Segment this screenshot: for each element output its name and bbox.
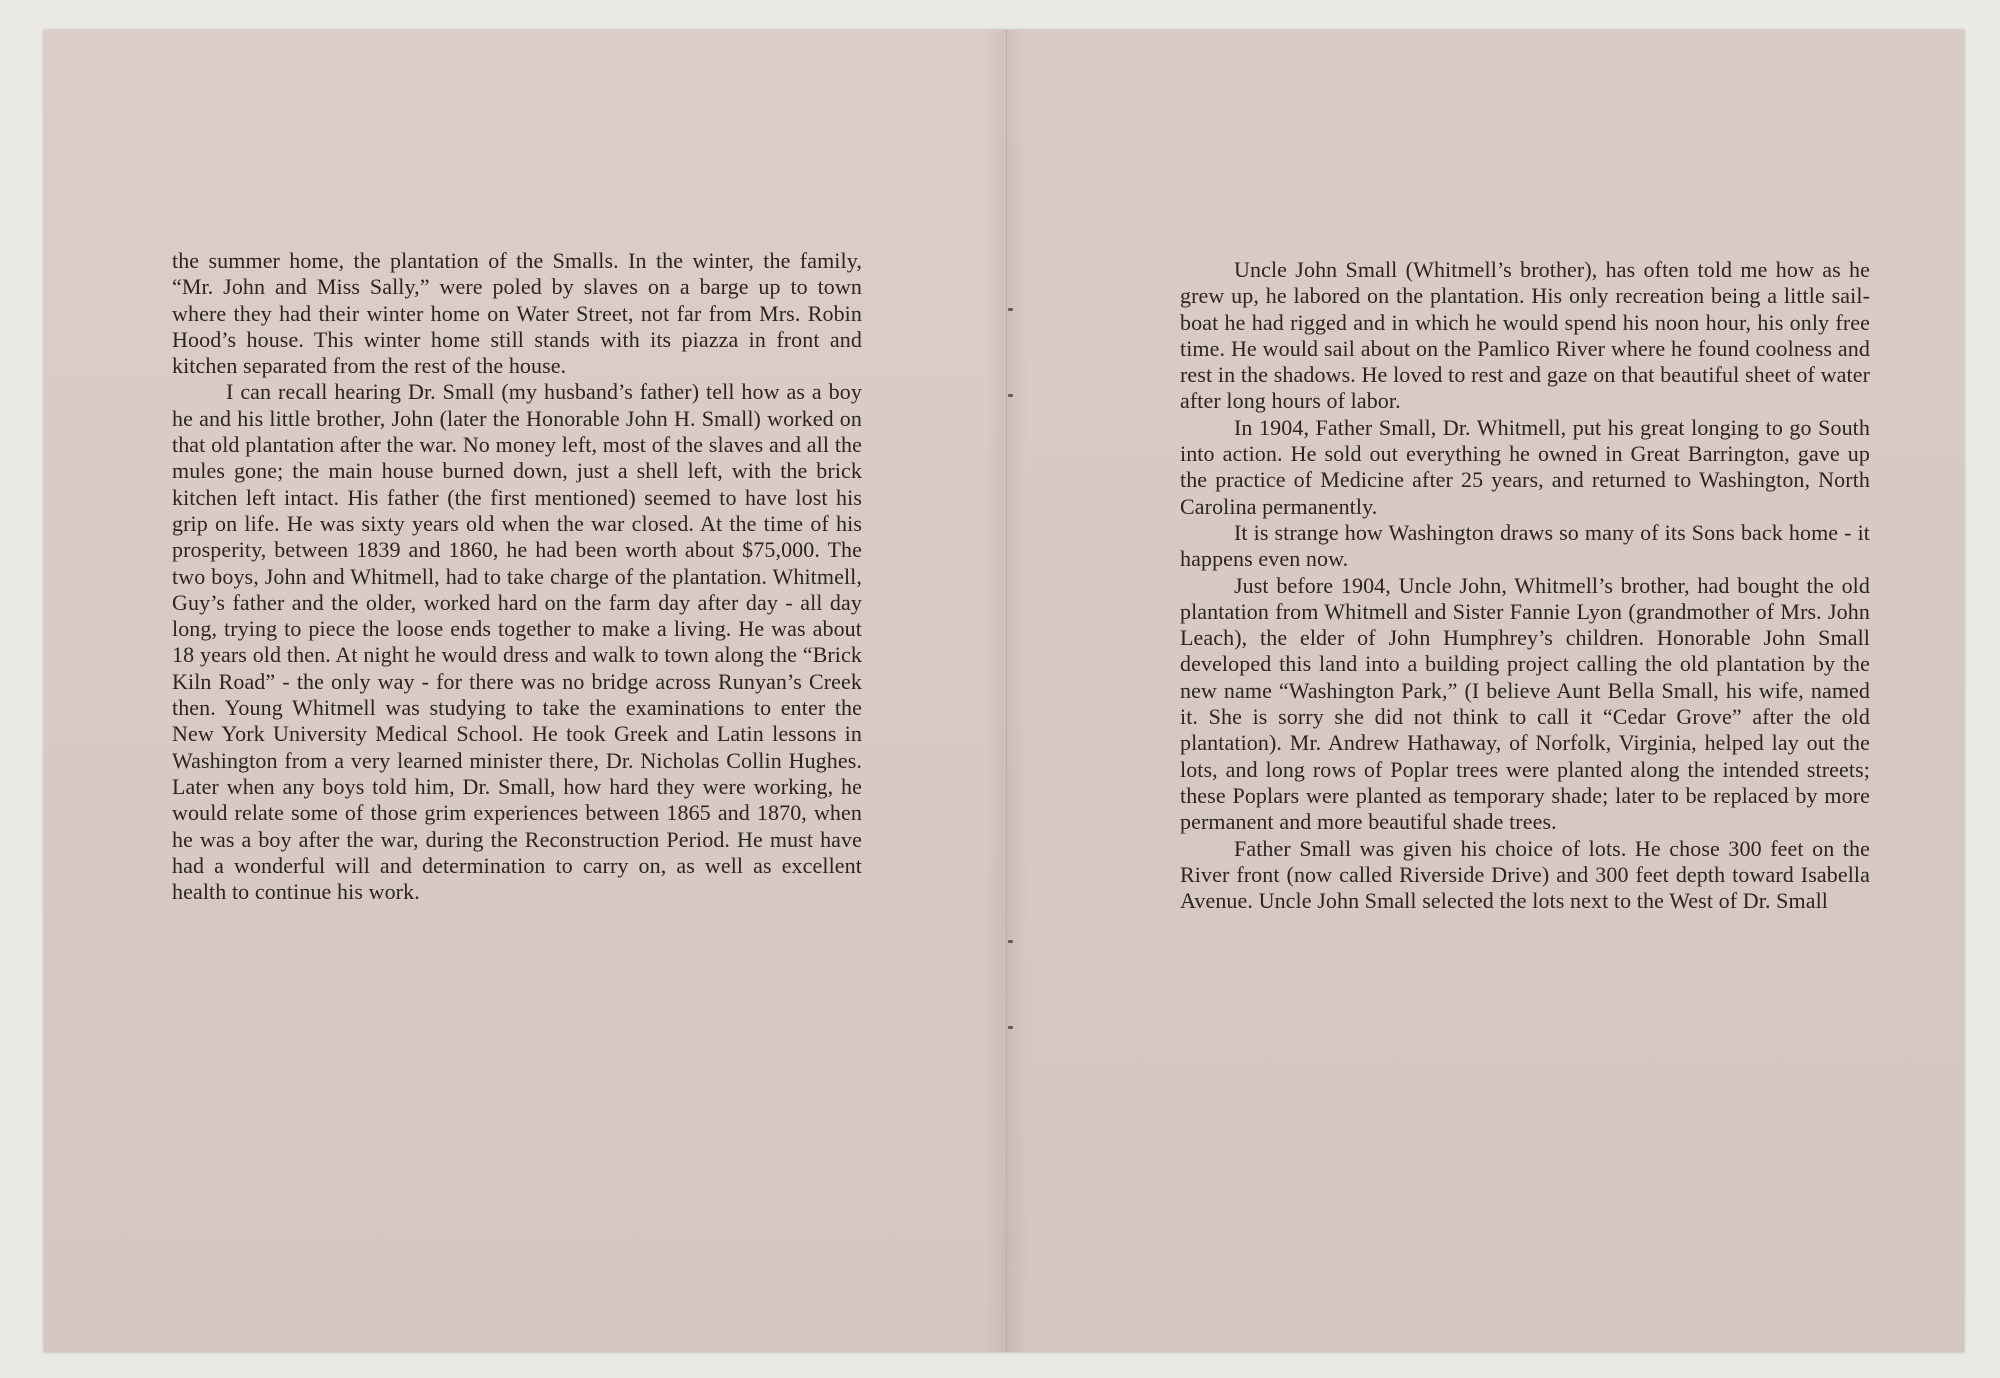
gutter-shadow bbox=[984, 30, 1028, 1352]
right-page bbox=[1007, 30, 1964, 1352]
staple-mark bbox=[1008, 1026, 1013, 1029]
right-paragraph-4: Just before 1904, Uncle John, Whitmell’s brother, had bought the old plantation from Whitmell and Sister Fannie Lyon (grandmother of Mrs. John Leach), the elder of John Humphrey’s children. Honorable John Small developed this land into a building project calling the old plantation by the new name “Washington Park,” (I believe Aunt Bella Small, his wife, named it. She is sorry she did not think to call it “Cedar Grove” after the old plantation). Mr. Andrew Hathaway, of Norfolk, Virginia, helped lay out the lots, and long rows of Poplar trees were planted along the intended streets; these Poplars were planted as temporary shade; later to be replaced by more permanent and more beautiful shade trees. bbox=[1180, 572, 1870, 835]
left-paragraph-1: the summer home, the plantation of the Smalls. In the winter, the family, “Mr. John and Miss Sally,” were poled by slaves on a barge up to town where they had their winter home on Water Street, not far from Mrs. Robin Hood’s house. This winter home still stands with its piazza in front and kitchen separated from the rest of the house. bbox=[172, 248, 862, 379]
booklet-spread bbox=[44, 30, 1964, 1352]
right-paragraph-5: Father Small was given his choice of lots. He chose 300 feet on the River front (now called Riverside Drive) and 300 feet depth toward Isabella Avenue. Uncle John Small selected the lots next to the West of Dr. Small bbox=[1180, 835, 1870, 914]
staple-mark bbox=[1008, 394, 1013, 397]
right-paragraph-1: Uncle John Small (Whitmell’s brother), has often told me how as he grew up, he labored on the plantation. His only recreation being a little sail-boat he had rigged and in which he would spend his noon hour, his only free time. He would sail about on the Pamlico River where he found coolness and rest in the shadows. He loved to rest and gaze on that beautiful sheet of water after long hours of labor. bbox=[1180, 257, 1870, 414]
right-paragraph-2: In 1904, Father Small, Dr. Whitmell, put his great longing to go South into action. He sold out everything he owned in Great Barrington, gave up the practice of Medicine after 25 years, and returned to Washington, North Carolina permanently. bbox=[1180, 414, 1870, 519]
right-page-text bbox=[1180, 257, 1870, 914]
left-page-text bbox=[172, 248, 862, 905]
staple-mark bbox=[1008, 940, 1013, 943]
right-paragraph-3: It is strange how Washington draws so many of its Sons back home - it happens even now. bbox=[1180, 519, 1870, 572]
staple-mark bbox=[1008, 308, 1013, 311]
left-page bbox=[44, 30, 1007, 1352]
left-paragraph-2: I can recall hearing Dr. Small (my husband’s father) tell how as a boy he and his little brother, John (later the Honorable John H. Small) worked on that old plantation after the war. No money left, most of the slaves and all the mules gone; the main house burned down, just a shell left, with the brick kitchen left intact. His father (the first mentioned) seemed to have lost his grip on life. He was sixty years old when the war closed. At the time of his prosperity, between 1839 and 1860, he had been worth about $75,000. The two boys, John and Whitmell, had to take charge of the plantation. Whitmell, Guy’s father and the older, worked hard on the farm day after day - all day long, trying to piece the loose ends together to make a living. He was about 18 years old then. At night he would dress and walk to town along the “Brick Kiln Road” - the only way - for there was no bridge across Runyan’s Creek then. Young Whitmell was studying to take the examinations to enter the New York University Medical School. He took Greek and Latin lessons in Washington from a very learned minister there, Dr. Nicholas Collin Hughes. Later when any boys told him, Dr. Small, how hard they were working, he would relate some of those grim experiences between 1865 and 1870, when he was a boy after the war, during the Reconstruction Period. He must have had a wonderful will and determination to carry on, as well as excellent health to continue his work. bbox=[172, 379, 862, 905]
